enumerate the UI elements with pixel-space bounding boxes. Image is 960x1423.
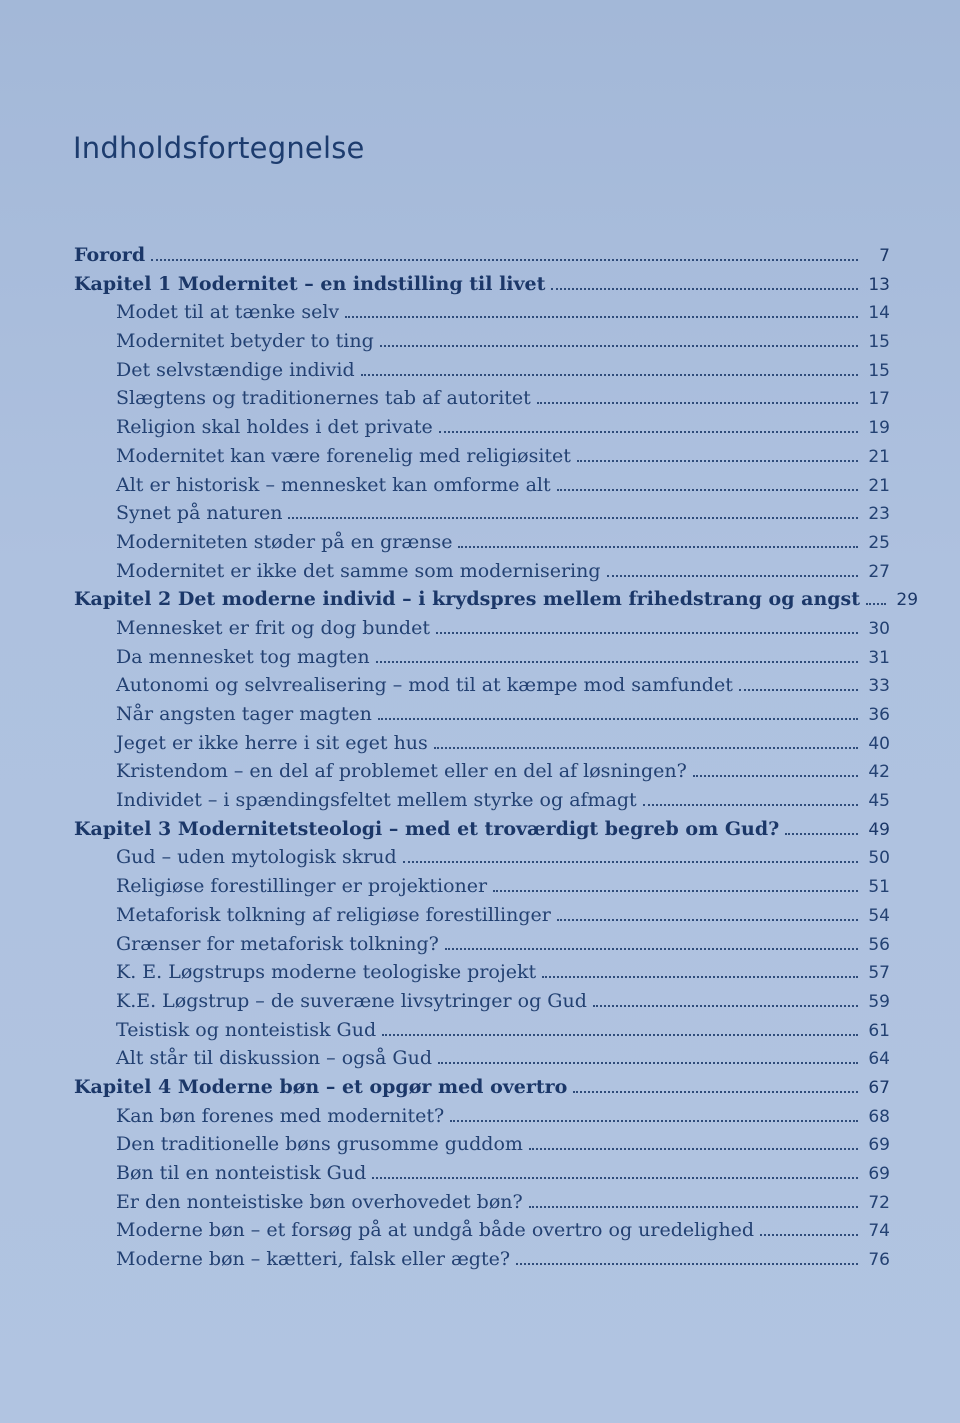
toc-page-number: 57 [868, 963, 890, 984]
toc-entry-label: Bøn til en nonteistisk Gud [116, 1162, 367, 1184]
toc-page-number: 64 [868, 1049, 890, 1070]
dot-leader [151, 259, 858, 261]
toc-entry-label: Moderne bøn – et forsøg på at undgå både overtro og uredelighed [116, 1219, 755, 1242]
toc-section-entry [74, 298, 890, 327]
toc-entry-label: Alt er historisk – mennesket kan omforme alt [116, 473, 551, 496]
toc-chapter-entry [74, 585, 919, 614]
toc-section-entry [74, 327, 890, 356]
page-title: Indholdsfortegnelse [73, 131, 365, 165]
toc-section-entry [74, 356, 890, 385]
toc-entry-label: Modernitet kan være forenelig med religiøsitet [116, 444, 571, 467]
toc-section-entry [74, 729, 890, 758]
toc-entry-label: Er den nonteistiske bøn overhovedet bøn? [116, 1190, 523, 1213]
dot-leader [361, 374, 858, 376]
dot-leader [593, 1005, 858, 1007]
toc-section-entry [74, 614, 890, 643]
dot-leader [760, 1234, 858, 1236]
toc-page-number: 27 [868, 561, 890, 582]
dot-leader [372, 1177, 858, 1179]
dot-leader [529, 1148, 858, 1150]
toc-section-entry [74, 930, 890, 959]
toc-entry-label: Moderniteten støder på en grænse [116, 530, 453, 553]
toc-section-entry [74, 700, 890, 729]
toc-page-number: 69 [868, 1135, 890, 1156]
toc-page-number: 21 [868, 446, 890, 467]
dot-leader [542, 976, 858, 978]
toc-page-number: 59 [868, 991, 890, 1012]
dot-leader [493, 890, 858, 892]
toc-page-number: 29 [896, 590, 919, 611]
toc-chapter-entry [74, 815, 890, 844]
dot-leader [693, 775, 858, 777]
toc-section-entry [74, 901, 890, 930]
toc-page-number: 21 [868, 475, 890, 496]
toc-page-number: 72 [868, 1192, 890, 1213]
toc-page-number: 14 [868, 303, 890, 324]
toc-section-entry [74, 442, 890, 471]
dot-leader [866, 603, 886, 605]
toc-entry-label: Kapitel 3 Modernitetsteologi – med et troværdigt begreb om Gud? [74, 817, 780, 840]
toc-section-entry [74, 1130, 890, 1159]
toc-page-number: 30 [868, 618, 890, 639]
toc-entry-label: K. E. Løgstrups moderne teologiske projekt [116, 961, 537, 984]
dot-leader [516, 1263, 858, 1265]
toc-section-entry [74, 958, 890, 987]
dot-leader [458, 546, 858, 548]
toc-section-entry [74, 757, 890, 786]
dot-leader [607, 575, 858, 577]
toc-section-entry [74, 1216, 890, 1245]
toc-section-entry [74, 643, 890, 672]
dot-leader [436, 632, 858, 634]
toc-section-entry [74, 1159, 890, 1188]
dot-leader [551, 288, 858, 290]
toc-page-number: 69 [868, 1164, 890, 1184]
dot-leader [739, 689, 858, 691]
toc-entry-label: Forord [74, 244, 146, 266]
toc-page-number: 67 [868, 1077, 890, 1098]
toc-entry-label: Grænser for metaforisk tolkning? [116, 932, 439, 955]
toc-entry-label: Autonomi og selvrealisering – mod til at kæmpe mod samfundet [116, 674, 733, 697]
dot-leader [537, 402, 858, 404]
toc-section-entry [74, 843, 890, 872]
toc-entry-label: Modernitet betyder to ting [116, 330, 374, 353]
toc-entry-label: Når angsten tager magten [116, 703, 372, 725]
toc-page-number: 19 [868, 418, 890, 439]
toc-entry-label: Synet på naturen [116, 502, 283, 525]
toc-page-number: 61 [868, 1020, 890, 1041]
toc-page-number: 50 [868, 848, 890, 869]
toc-page-number: 23 [868, 504, 890, 525]
dot-leader [438, 1062, 858, 1064]
dot-leader [643, 804, 858, 806]
table-of-contents [74, 241, 919, 1274]
toc-entry-label: Religiøse forestillinger er projektioner [116, 875, 488, 898]
toc-section-entry [74, 1245, 890, 1274]
toc-section-entry [74, 1016, 890, 1045]
toc-section-entry [74, 1044, 890, 1073]
toc-entry-label: Kapitel 2 Det moderne individ – i krydspres mellem frihedstrang og angst [74, 588, 861, 611]
toc-page-number: 17 [868, 389, 890, 410]
toc-page-number: 42 [868, 762, 890, 783]
toc-section-entry [74, 872, 890, 901]
toc-entry-label: Kan bøn forenes med modernitet? [116, 1104, 445, 1127]
toc-chapter-entry [74, 270, 890, 299]
dot-leader [378, 718, 858, 720]
toc-page-number: 7 [879, 246, 890, 266]
dot-leader [573, 1091, 858, 1093]
dot-leader [434, 747, 858, 749]
dot-leader [785, 833, 858, 835]
toc-page-number: 74 [868, 1221, 890, 1242]
toc-entry-label: Mennesket er frit og dog bundet [116, 616, 430, 639]
toc-section-entry [74, 1102, 890, 1131]
dot-leader [439, 431, 858, 433]
toc-page-number: 13 [868, 274, 890, 295]
dot-leader [345, 316, 858, 318]
toc-page-number: 54 [868, 905, 890, 926]
toc-page-number: 51 [868, 877, 890, 898]
dot-leader [376, 661, 858, 663]
toc-entry-label: Den traditionelle bøns grusomme guddom [116, 1133, 523, 1156]
toc-entry-label: Modet til at tænke selv [116, 301, 340, 324]
dot-leader [380, 345, 858, 347]
toc-entry-label: Teistisk og nonteistisk Gud [116, 1018, 377, 1041]
toc-section-entry [74, 413, 890, 442]
toc-entry-label: Moderne bøn – kætteri, falsk eller ægte? [116, 1248, 511, 1271]
toc-entry-label: Alt står til diskussion – også Gud [116, 1047, 433, 1070]
toc-page-number: 56 [868, 934, 890, 955]
toc-entry-label: Slægtens og traditionernes tab af autoritet [116, 387, 531, 410]
dot-leader [382, 1034, 858, 1036]
toc-page-number: 15 [868, 332, 890, 353]
toc-page-number: 36 [868, 705, 890, 725]
dot-leader [557, 489, 858, 491]
toc-entry-label: Individet – i spændingsfeltet mellem styrke og afmagt [116, 789, 637, 812]
toc-entry-label: Modernitet er ikke det samme som modernisering [116, 559, 601, 582]
dot-leader [577, 460, 858, 462]
dot-leader [557, 919, 858, 921]
toc-page-number: 45 [868, 791, 890, 812]
toc-section-entry [74, 786, 890, 815]
toc-entry-label: Kapitel 1 Modernitet – en indstilling til livet [74, 272, 546, 295]
toc-page-number: 68 [868, 1106, 890, 1127]
toc-page-number: 49 [868, 819, 890, 840]
toc-section-entry [74, 1188, 890, 1217]
toc-page-number: 33 [868, 676, 890, 697]
dot-leader [450, 1120, 858, 1122]
toc-page-number: 25 [868, 532, 890, 553]
toc-section-entry [74, 499, 890, 528]
toc-entry-label: Kristendom – en del af problemet eller en del af løsningen? [116, 760, 687, 783]
toc-entry-label: Gud – uden mytologisk skrud [116, 846, 397, 869]
toc-page-number: 40 [868, 733, 890, 754]
toc-entry-label: Da mennesket tog magten [116, 645, 370, 668]
toc-entry-label: Religion skal holdes i det private [116, 416, 433, 439]
dot-leader [403, 861, 858, 863]
toc-section-entry [74, 528, 890, 557]
toc-entry-label: K.E. Løgstrup – de suveræne livsytringer og Gud [116, 989, 587, 1012]
toc-chapter-entry [74, 1073, 890, 1102]
toc-section-entry [74, 987, 890, 1016]
dot-leader [529, 1206, 858, 1208]
toc-entry-label: Jeget er ikke herre i sit eget hus [116, 731, 428, 754]
toc-chapter-entry [74, 241, 890, 270]
toc-entry-label: Metaforisk tolkning af religiøse forestillinger [116, 903, 551, 926]
dot-leader [445, 948, 858, 950]
toc-section-entry [74, 471, 890, 500]
toc-page-number: 31 [868, 647, 890, 668]
toc-entry-label: Kapitel 4 Moderne bøn – et opgør med overtro [74, 1075, 568, 1098]
dot-leader [288, 517, 858, 519]
toc-page-number: 76 [868, 1250, 890, 1271]
toc-section-entry [74, 557, 890, 586]
toc-page-number: 15 [868, 360, 890, 381]
toc-section-entry [74, 671, 890, 700]
toc-entry-label: Det selvstændige individ [116, 358, 355, 381]
toc-section-entry [74, 384, 890, 413]
